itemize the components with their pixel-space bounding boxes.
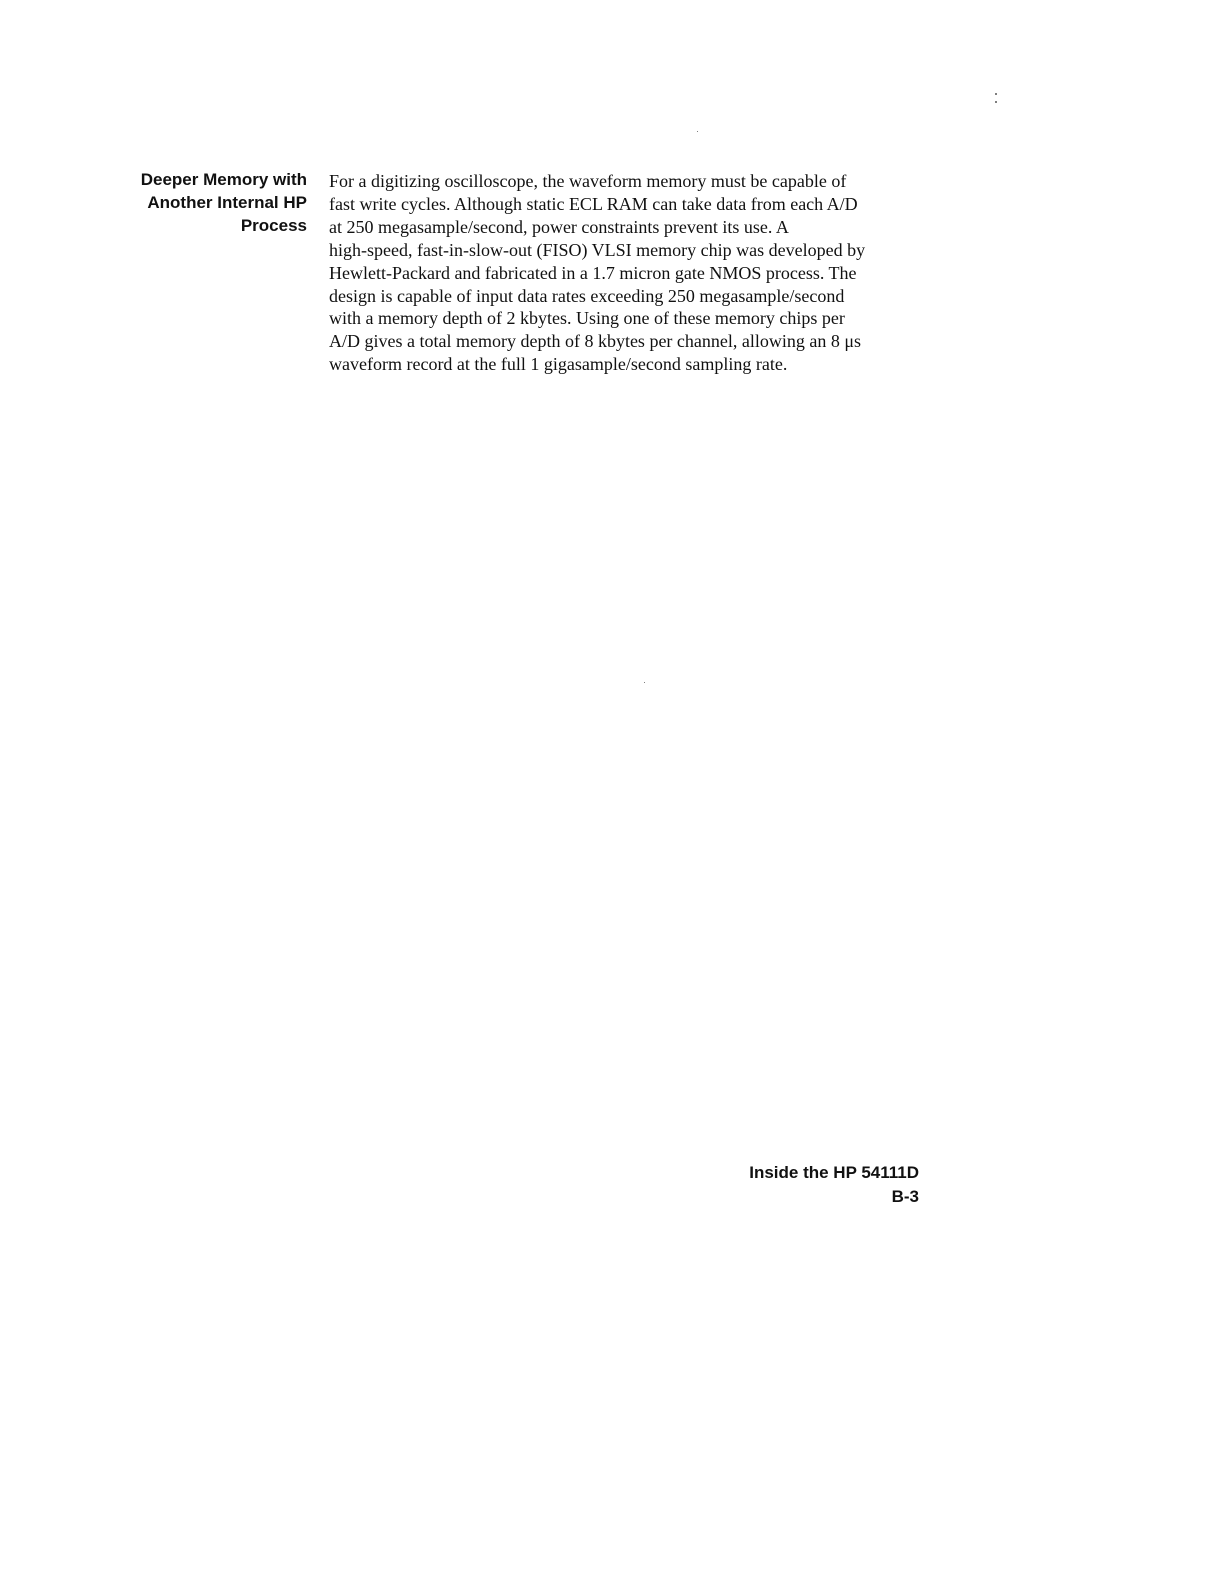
body-line: with a memory depth of 2 kbytes. Using one of these memory chips per	[329, 308, 845, 329]
scan-speck	[697, 131, 698, 132]
page-number: B-3	[891, 1187, 919, 1206]
body-line: high-speed, fast-in-slow-out (FISO) VLSI memory chip was developed by	[329, 239, 866, 260]
body-line: A/D gives a total memory depth of 8 kbytes per channel, allowing an 8 μs	[329, 331, 862, 352]
body-line: waveform record at the full 1 gigasample/second sampling rate.	[329, 354, 788, 375]
body-line: design is capable of input data rates exceeding 250 megasample/second	[329, 285, 845, 306]
section-heading	[100, 168, 307, 237]
body-line: fast write cycles. Although static ECL RAM can take data from each A/D	[329, 193, 858, 214]
body-line: For a digitizing oscilloscope, the waveform memory must be capable of	[329, 171, 847, 191]
section-heading-line: Deeper Memory with	[140, 170, 307, 189]
scan-speck	[995, 93, 997, 95]
section-body	[329, 170, 939, 376]
body-line: Hewlett-Packard and fabricated in a 1.7 micron gate NMOS process. The	[329, 262, 857, 283]
scan-speck	[995, 101, 997, 103]
page-footer	[660, 1161, 919, 1209]
footer-title: Inside the HP 54111D	[749, 1163, 919, 1182]
scan-speck	[644, 682, 645, 683]
section-heading-line: Process	[240, 216, 307, 235]
body-line: at 250 megasample/second, power constraints prevent its use. A	[329, 216, 789, 237]
section-heading-line: Another Internal HP	[147, 193, 307, 212]
